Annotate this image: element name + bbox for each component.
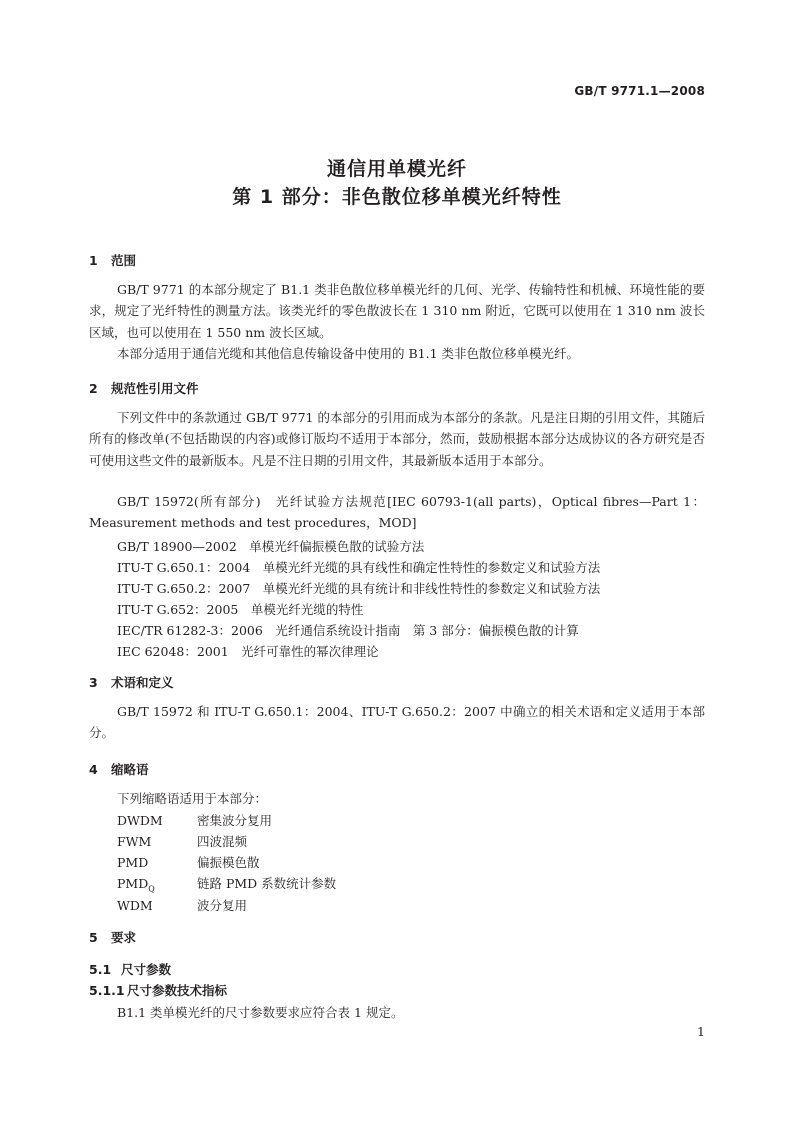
- section-2-heading: [89, 379, 199, 397]
- section-1-paragraph-1: GB/T 9771 的本部分规定了 B1.1 类非色散位移单模光纤的几何、光学、传输特性和机械、环境性能的要求，规定了光纤特性的测量方法。该类光纤的零色散波长在 1 310 nm 附近，它既可以使用在 1 310 nm 波长区域，也可以使用在 1 550 nm 波长区域。: [89, 282, 705, 340]
- section-title: 范围: [111, 253, 137, 268]
- abbreviation-definition: 波分复用: [197, 898, 248, 913]
- abbreviation-row: [117, 896, 247, 914]
- reference-item: GB/T 18900—2002 单模光纤偏振模色散的试验方法: [117, 539, 425, 554]
- section-title: 术语和定义: [111, 675, 174, 690]
- section-1-paragraph-2: 本部分适用于通信光缆和其他信息传输设备中使用的 B1.1 类非色散位移单模光纤。: [117, 346, 580, 361]
- abbreviation-row: [117, 811, 272, 829]
- document-subtitle: 第 1 部分：非色散位移单模光纤特性: [232, 186, 562, 208]
- section-title: 缩略语: [111, 762, 149, 777]
- abbreviation-row: [117, 832, 247, 850]
- section-number: 3: [89, 675, 98, 690]
- abbreviation-definition: 偏振模色散: [197, 855, 260, 870]
- section-number: 2: [89, 381, 98, 396]
- standard-code: GB/T 9771.1—2008: [574, 84, 705, 98]
- abbreviation-definition: 四波混频: [197, 834, 248, 849]
- document-title: 通信用单模光纤: [326, 158, 467, 180]
- section-4-heading: [89, 760, 149, 778]
- section-5-paragraph-1: B1.1 类单模光纤的尺寸参数要求应符合表 1 规定。: [117, 1005, 404, 1020]
- section-number: 4: [89, 762, 98, 777]
- section-number: 1: [89, 253, 98, 268]
- abbreviation-term: FWM: [117, 834, 152, 849]
- abbreviation-row: [117, 853, 260, 871]
- section-5-heading: [89, 928, 136, 946]
- abbreviation-term: WDM: [117, 898, 153, 913]
- reference-item: ITU-T G.650.1：2004 单模光纤光缆的具有线性和确定性特性的参数定义和试验方法: [117, 560, 601, 575]
- subsection-5-1-heading: [89, 960, 171, 978]
- reference-item: GB/T 15972(所有部分) 光纤试验方法规范[IEC 60793-1(all parts)，Optical fibres—Part 1：Measurement methods and test procedures，MOD]: [89, 494, 705, 531]
- section-title: 尺寸参数技术指标: [127, 983, 228, 998]
- section-1-heading: [89, 251, 136, 269]
- abbreviation-term: PMD: [117, 855, 149, 870]
- subsection-5-1-1-heading: [89, 981, 227, 999]
- section-2-paragraph-1: 下列文件中的条款通过 GB/T 9771 的本部分的引用而成为本部分的条款。凡是注日期的引用文件，其随后所有的修改单(不包括勘误的内容)或修订版均不适用于本部分，然而，鼓励根据本部分达成协议的各方研究是否可使用这些文件的最新版本。凡是不注日期的引用文件，其最新版本适用于本部分。: [89, 410, 705, 468]
- page-number: 1: [697, 1024, 705, 1039]
- section-3-heading: [89, 673, 174, 691]
- section-title: 规范性引用文件: [111, 381, 199, 396]
- abbreviation-subscript: Q: [148, 884, 155, 894]
- abbreviation-row: [117, 874, 336, 894]
- reference-item: IEC 62048：2001 光纤可靠性的幂次律理论: [117, 644, 379, 659]
- section-title: 尺寸参数: [121, 962, 172, 977]
- abbreviation-term: DWDM: [117, 813, 163, 828]
- section-3-paragraph-1: GB/T 15972 和 ITU-T G.650.1：2004、ITU-T G.650.2：2007 中确立的相关术语和定义适用于本部分。: [89, 704, 705, 741]
- section-number: 5.1: [89, 962, 112, 977]
- abbreviation-definition: 链路 PMD 系数统计参数: [197, 876, 337, 891]
- section-title: 要求: [111, 930, 137, 945]
- reference-item: IEC/TR 61282-3：2006 光纤通信系统设计指南 第 3 部分：偏振模色散的计算: [117, 623, 579, 638]
- abbreviation-definition: 密集波分复用: [197, 813, 273, 828]
- reference-item: ITU-T G.652：2005 单模光纤光缆的特性: [117, 602, 364, 617]
- abbreviation-intro: 下列缩略语适用于本部分：: [117, 791, 268, 806]
- reference-item: ITU-T G.650.2：2007 单模光纤光缆的具有统计和非线性特性的参数定义和试验方法: [117, 581, 601, 596]
- section-number: 5.1.1: [89, 983, 125, 998]
- section-number: 5: [89, 930, 98, 945]
- abbreviation-term: [117, 876, 197, 894]
- abbreviation-base: PMD: [117, 876, 149, 891]
